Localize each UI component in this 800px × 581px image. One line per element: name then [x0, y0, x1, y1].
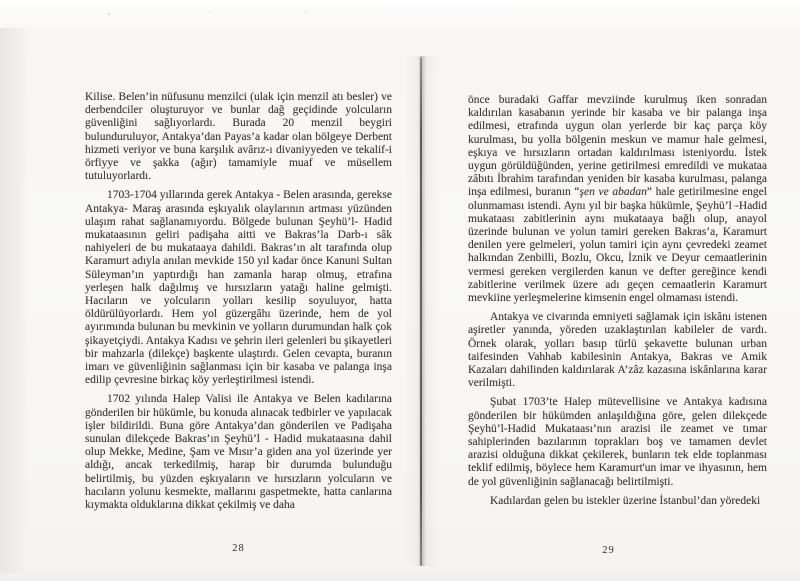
paragraph — [468, 94, 767, 305]
right-page-number: 29 — [602, 545, 615, 556]
book-gutter-fold — [420, 57, 422, 566]
text-segment: Kadılardan gelen bu istekler üzerine İstanbul’dan yöredeki — [490, 494, 761, 507]
paragraph — [85, 393, 392, 512]
paragraph — [468, 396, 767, 488]
paragraph — [468, 311, 767, 390]
left-page-number: 28 — [232, 543, 245, 554]
scan-speck — [108, 13, 110, 15]
scan-left-shadow — [0, 28, 30, 573]
book-gutter-shade — [404, 56, 440, 566]
text-segment: ” hale getirilmesine engel olunmaması istendi. Aynı yıl bir başka hükümle, Şeyhü’l -Hadid mukataası zabitlerinin aynı mukataaya bağlı olup, anayol üzerinde bulunan ve yolun tamiri gereken Bakras’a, Karamurt denilen yere gelmeleri, yolun tamiri için aynı çevredeki zeamet halkından Zenbilli, Bozlu, Okcu, İznik ve Deyur cemaatlerinin vermesi gereken vergilerden kanun ve defter gereğince kendi zabitlerine verilmek üzere adı geçen cemaatlerin Karamurt mevkiine yerleşmelerine kimsenin engel olmaması istendi. — [468, 186, 767, 305]
right-page-text — [468, 94, 767, 508]
scan-top-edge — [0, 0, 800, 30]
scan-bottom-shadow — [0, 569, 800, 581]
text-segment: Şubat 1703’te Halep mütevellisine ve Antakya kadısına gönderilen bir hükümden anlaşıldığına göre, gelen dilekçede Şeyhü’l-Hadid Mukataası’nın arazisi ile zeamet ve tımar sahiplerinden bazılarının toprakları boş ve tamamen devlet arazisi olduğuna dikkat çekilerek, bunların tek elde toplanması teklif edilmiş, böylece hem Karamurt'un imar ve ihyasının, hem de yol güvenliğinin sağlanacağı belirtilmişti. — [468, 396, 767, 488]
left-page-text — [85, 91, 392, 512]
text-segment: Kilise. Belen’in nüfusunu menzilci (ulak için menzil atı besler) ve derbendciler oluşturuyor ve bunlar dağ geçidinde yolcuların güvenliğini sağlıyorlardı. Burada 20 menzil beygiri bulunduruluyor, Antakya’dan Payas’a kadar olan bölgeye Derbent hizmeti veriyor ve buna karşılık avârız-ı divaniyyeden ve tekalif-i örfiyye ve şakka (ağır) tamamiyle muaf ve müsellem tutuluyorlardı. — [85, 91, 392, 183]
scan-speck — [210, 12, 211, 13]
paragraph — [468, 495, 767, 508]
italic-phrase: şen ve abadan — [579, 186, 647, 199]
text-segment: önce buradaki Gaffar mevziinde kurulmuş iken sonradan kaldırılan kasabanın yerinde bir kasaba ve bir palanga inşa edilmesi, etrafında uygun olan yerlerde bir kaç parça köy kurulması, bu yolla bölgenin meskun ve mamur hale gelmesi, eşkıya ve hırsızların ortadan kaldırılması isteniyordu. İstek uygun görüldüğünden, yerine getirilmesi emredildi ve mukataa zâbıtı İbrahim tarafından yeniden bir kasaba kurulması, palanga inşa edilmesi, buranın “ — [468, 94, 767, 199]
text-segment: 1703-1704 yıllarında gerek Antakya - Belen arasında, gerekse Antakya- Maraş arasında eşkıyalık olaylarının artması yüzünden ulaşım rahat sağlanamıyordu. Bölgede bulunan Şeyhü’l- Hadid mukataasının geliri padişaha aitti ve Bakras’la Darb-ı sâk nahiyeleri de bu mukataaya dahildi. Bakras’ın alt tarafında olup Karamurt adıyla anılan mevkide 150 yıl kadar önce Kanuni Sultan Süleyman’ın yaptırdığı han zamanla harap olmuş, etrafına yerleşen halk dağılmış ve hırsızların yatağı haline gelmişti. Hacıların ve yolcuların yolları kesilip soyuluyor, hatta öldürülüyorlardı. Hem yol güzergâhı üzerinde, hem de yol ayırımında bulunan bu mevkinin ve yolların durumundan halk çok şikayetçiydi. Antakya Kadısı ve şehrin ileri gelenleri bu şikayetleri bir mahzarla (dilekçe) başkente ulaştırdı. Gelen cevapta, buranın imarı ve güvenliğinin sağlanması için bir kasaba ve palanga inşa edilip çevresine birkaç köy yerleştirilmesi istendi. — [85, 189, 392, 387]
paragraph — [85, 189, 392, 387]
scan-speck — [305, 11, 307, 12]
text-segment: 1702 yılında Halep Valisi ile Antakya ve Belen kadılarına gönderilen bir hükümle, bu konuda alınacak tedbirler ve yapılacak işler bildirildi. Buna göre Antakya’dan gönderilen ve Padişaha sunulan dilekçede Bakras’ın Şeyhü’l - Hadid mukataasına dahil olup Mekke, Medine, Şam ve Mısır’a giden ana yol üzerinde yer aldığı, ancak terkedilmiş, harap bir durumda bulunduğu belirtilmiş, bu yüzden eşkıyaların ve hırsızların yolcuların ve hacıların yolunu kesmekte, mallarını gaspetmekte, hatta canlarına kıymakta olduklarına dikkat çekilmiş ve daha — [85, 393, 392, 512]
paragraph — [85, 91, 392, 183]
text-segment: Antakya ve civarında emniyeti sağlamak için iskânı istenen aşiretler yanında, yöreden uzaklaştırılan kabileler de vardı. Örnek olarak, yolları basıp türlü şekavette bulunan urban taifesinden Vahhab kabilesinin Antakya, Bakras ve Amik Kazaları dahilinden kaldırılarak A’zâz kazasına iskânlarına karar verilmişti. — [468, 311, 767, 390]
